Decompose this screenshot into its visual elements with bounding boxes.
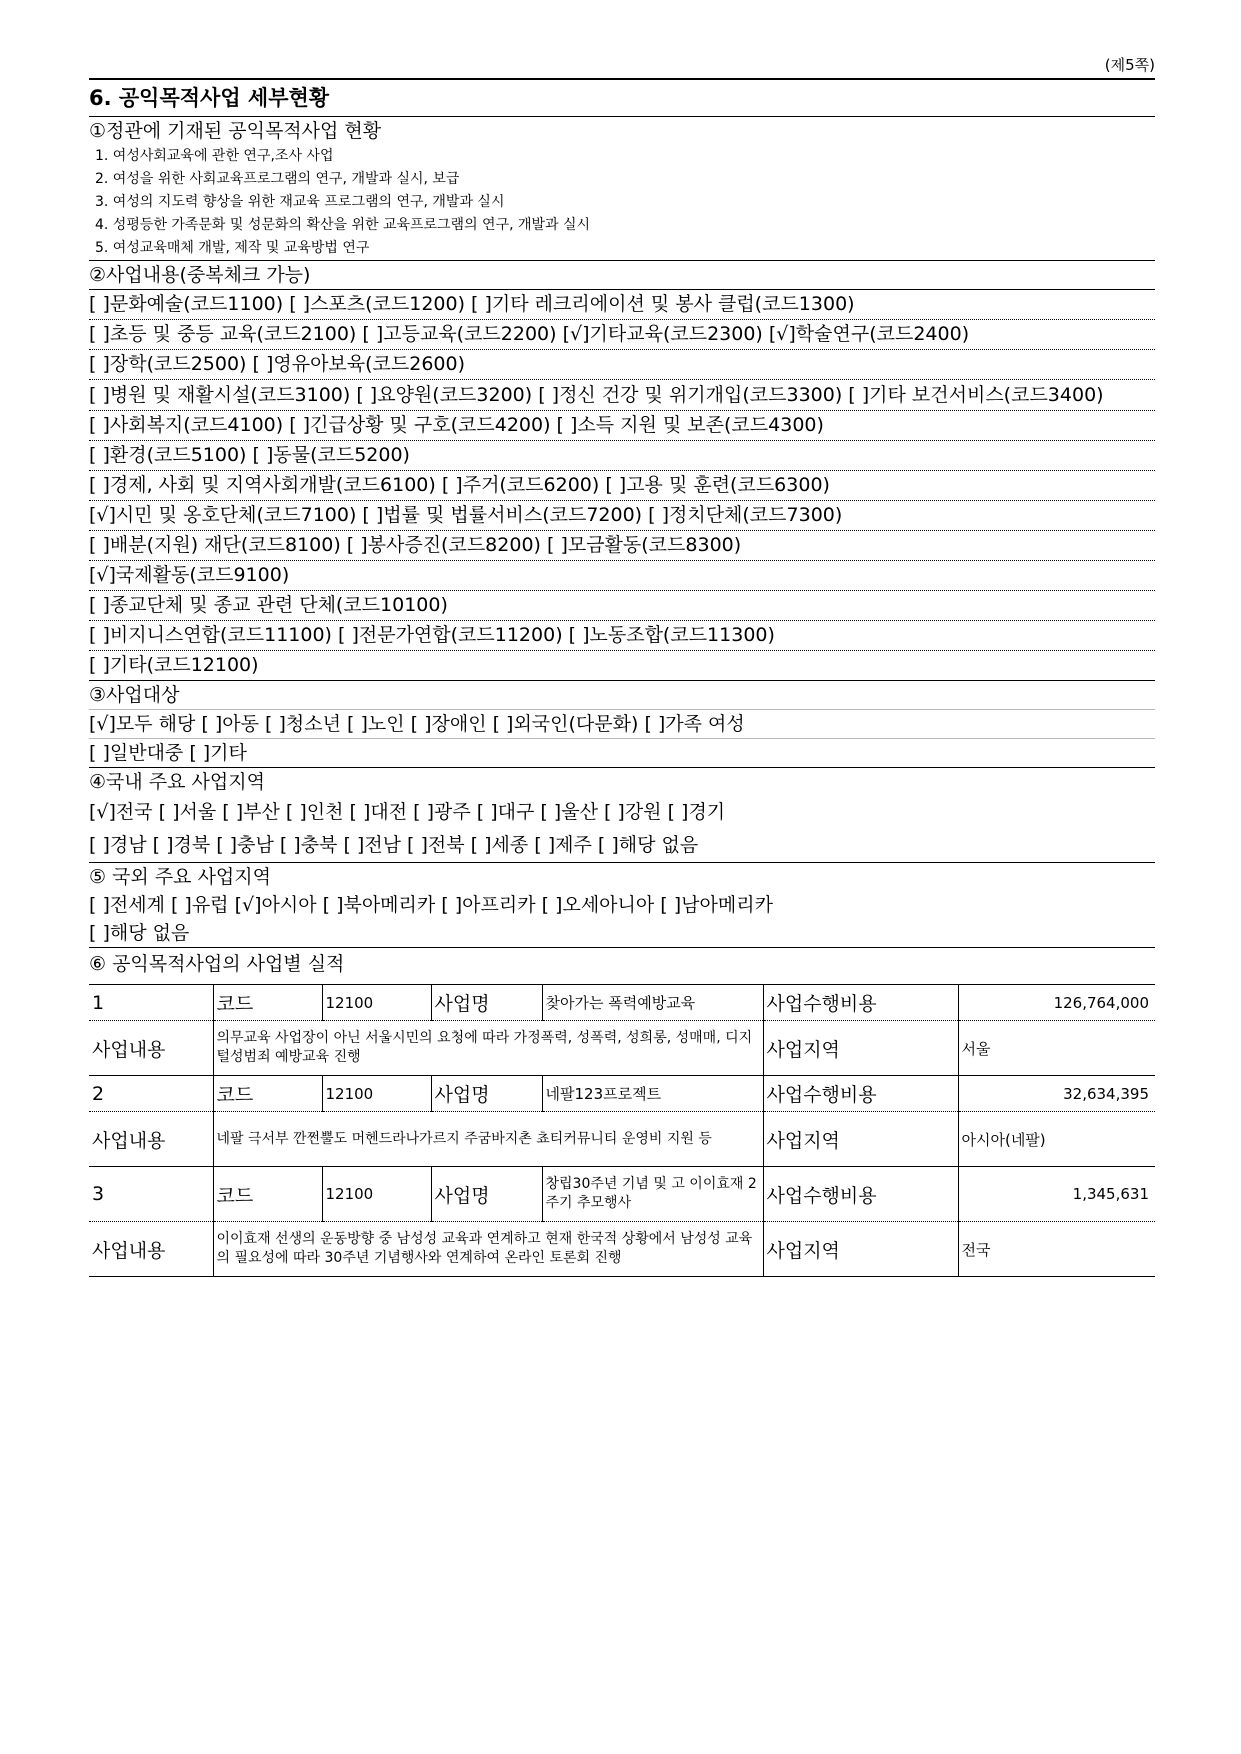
business-content-heading: ②사업내용(중복체크 가능) <box>89 261 1155 290</box>
region-label: 사업지역 <box>763 1021 958 1076</box>
code-label: 코드 <box>213 1076 322 1112</box>
code-value: 12100 <box>322 985 431 1021</box>
cost-label: 사업수행비용 <box>763 1076 958 1112</box>
performance-table <box>89 984 1155 1277</box>
name-value: 찾아가는 폭력예방교육 <box>542 985 763 1021</box>
performance-heading: ⑥ 공익목적사업의 사업별 실적 <box>89 953 345 975</box>
business-content-line: [ ]초등 및 중등 교육(코드2100) [ ]고등교육(코드2200) [√]기타교육(코드2300) [√]학술연구(코드2400) <box>89 320 1155 350</box>
section-title: 6. 공익목적사업 세부현황 <box>89 78 1155 117</box>
name-label: 사업명 <box>431 1076 542 1112</box>
articles-purpose-heading: ①정관에 기재된 공익목적사업 현황 <box>89 120 382 142</box>
content-value: 네팔 극서부 깐쩐뿔도 머헨드라나가르지 주굼바지촌 쵸티커뮤니티 운영비 지원 등 <box>213 1112 763 1167</box>
business-content-line: [ ]배분(지원) 재단(코드8100) [ ]봉사증진(코드8200) [ ]모금활동(코드8300) <box>89 531 1155 561</box>
row-number: 2 <box>89 1076 213 1112</box>
cost-value: 126,764,000 <box>958 985 1155 1021</box>
region-label: 사업지역 <box>763 1112 958 1167</box>
table-row <box>89 1167 1155 1222</box>
cost-value: 32,634,395 <box>958 1076 1155 1112</box>
overseas-region-heading: ⑤ 국외 주요 사업지역 <box>89 866 271 888</box>
purpose-item: 2. 여성을 위한 사회교육프로그램의 연구, 개발과 실시, 보급 <box>95 171 460 187</box>
name-value: 네팔123프로젝트 <box>542 1076 763 1112</box>
business-content-line: [ ]종교단체 및 종교 관련 단체(코드10100) <box>89 591 1155 621</box>
business-content-line: [ ]환경(코드5100) [ ]동물(코드5200) <box>89 441 1155 471</box>
business-content-line: [√]국제활동(코드9100) <box>89 561 1155 591</box>
purpose-item: 5. 여성교육매체 개발, 제작 및 교육방법 연구 <box>89 237 1155 261</box>
business-content-line: [ ]비지니스연합(코드11100) [ ]전문가연합(코드11200) [ ]노동조합(코드11300) <box>89 621 1155 651</box>
row-number: 3 <box>89 1167 213 1222</box>
code-value: 12100 <box>322 1167 431 1222</box>
content-label: 사업내용 <box>89 1021 213 1076</box>
table-row <box>89 1222 1155 1277</box>
region-label: 사업지역 <box>763 1222 958 1277</box>
cost-label: 사업수행비용 <box>763 985 958 1021</box>
table-row <box>89 985 1155 1021</box>
business-content-line: [√]시민 및 옹호단체(코드7100) [ ]법률 및 법률서비스(코드7200) [ ]정치단체(코드7300) <box>89 501 1155 531</box>
domestic-region-line: [√]전국 [ ]서울 [ ]부산 [ ]인천 [ ]대전 [ ]광주 [ ]대구 [ ]울산 [ ]강원 [ ]경기 <box>89 801 726 823</box>
code-value: 12100 <box>322 1076 431 1112</box>
overseas-region-line: [ ]전세계 [ ]유럽 [√]아시아 [ ]북아메리카 [ ]아프리카 [ ]오세아니아 [ ]남아메리카 <box>89 894 773 916</box>
business-content-line: [ ]경제, 사회 및 지역사회개발(코드6100) [ ]주거(코드6200) [ ]고용 및 훈련(코드6300) <box>89 471 1155 501</box>
domestic-region-line: [ ]경남 [ ]경북 [ ]충남 [ ]충북 [ ]전남 [ ]전북 [ ]세종 [ ]제주 [ ]해당 없음 <box>89 829 1155 863</box>
code-label: 코드 <box>213 1167 322 1222</box>
cost-label: 사업수행비용 <box>763 1167 958 1222</box>
table-row <box>89 1076 1155 1112</box>
region-value: 서울 <box>958 1021 1155 1076</box>
business-target-heading: ③사업대상 <box>89 681 1155 710</box>
region-value: 아시아(네팔) <box>958 1112 1155 1167</box>
business-content-line: [ ]사회복지(코드4100) [ ]긴급상황 및 구호(코드4200) [ ]소득 지원 및 보존(코드4300) <box>89 411 1155 441</box>
purpose-item: 1. 여성사회교육에 관한 연구,조사 사업 <box>95 148 334 164</box>
name-value: 창립30주년 기념 및 고 이이효재 2주기 추모행사 <box>542 1167 763 1222</box>
cost-value: 1,345,631 <box>958 1167 1155 1222</box>
overseas-region-line: [ ]해당 없음 <box>89 919 1155 948</box>
table-row <box>89 1112 1155 1167</box>
name-label: 사업명 <box>431 985 542 1021</box>
region-value: 전국 <box>958 1222 1155 1277</box>
table-row <box>89 1021 1155 1076</box>
content-label: 사업내용 <box>89 1222 213 1277</box>
report-page <box>89 52 1155 1277</box>
purpose-item: 4. 성평등한 가족문화 및 성문화의 확산을 위한 교육프로그램의 연구, 개발과 실시 <box>95 217 591 233</box>
business-content-line: [ ]병원 및 재활시설(코드3100) [ ]요양원(코드3200) [ ]정신 건강 및 위기개입(코드3300) [ ]기타 보건서비스(코드3400) <box>89 380 1155 411</box>
row-number: 1 <box>89 985 213 1021</box>
business-content-line: [ ]기타(코드12100) <box>89 651 1155 681</box>
business-content-line: [ ]장학(코드2500) [ ]영유아보육(코드2600) <box>89 350 1155 380</box>
domestic-region-heading: ④국내 주요 사업지역 <box>89 771 265 793</box>
code-label: 코드 <box>213 985 322 1021</box>
content-label: 사업내용 <box>89 1112 213 1167</box>
purpose-item: 3. 여성의 지도력 향상을 위한 재교육 프로그램의 연구, 개발과 실시 <box>95 194 505 210</box>
business-target-line: [ ]일반대중 [ ]기타 <box>89 739 1155 768</box>
name-label: 사업명 <box>431 1167 542 1222</box>
page-number: (제5쪽) <box>1104 56 1155 74</box>
content-value: 의무교육 사업장이 아닌 서울시민의 요청에 따라 가정폭력, 성폭력, 성희롱, 성매매, 디지털성범죄 예방교육 진행 <box>213 1021 763 1076</box>
business-target-line: [√]모두 해당 [ ]아동 [ ]청소년 [ ]노인 [ ]장애인 [ ]외국인(다문화) [ ]가족 여성 <box>89 710 1155 739</box>
content-value: 이이효재 선생의 운동방향 중 남성성 교육과 연계하고 현재 한국적 상황에서 남성성 교육의 필요성에 따라 30주년 기념행사와 연계하여 온라인 토론회 진행 <box>213 1222 763 1277</box>
business-content-line: [ ]문화예술(코드1100) [ ]스포츠(코드1200) [ ]기타 레크리에이션 및 봉사 클럽(코드1300) <box>89 290 1155 320</box>
